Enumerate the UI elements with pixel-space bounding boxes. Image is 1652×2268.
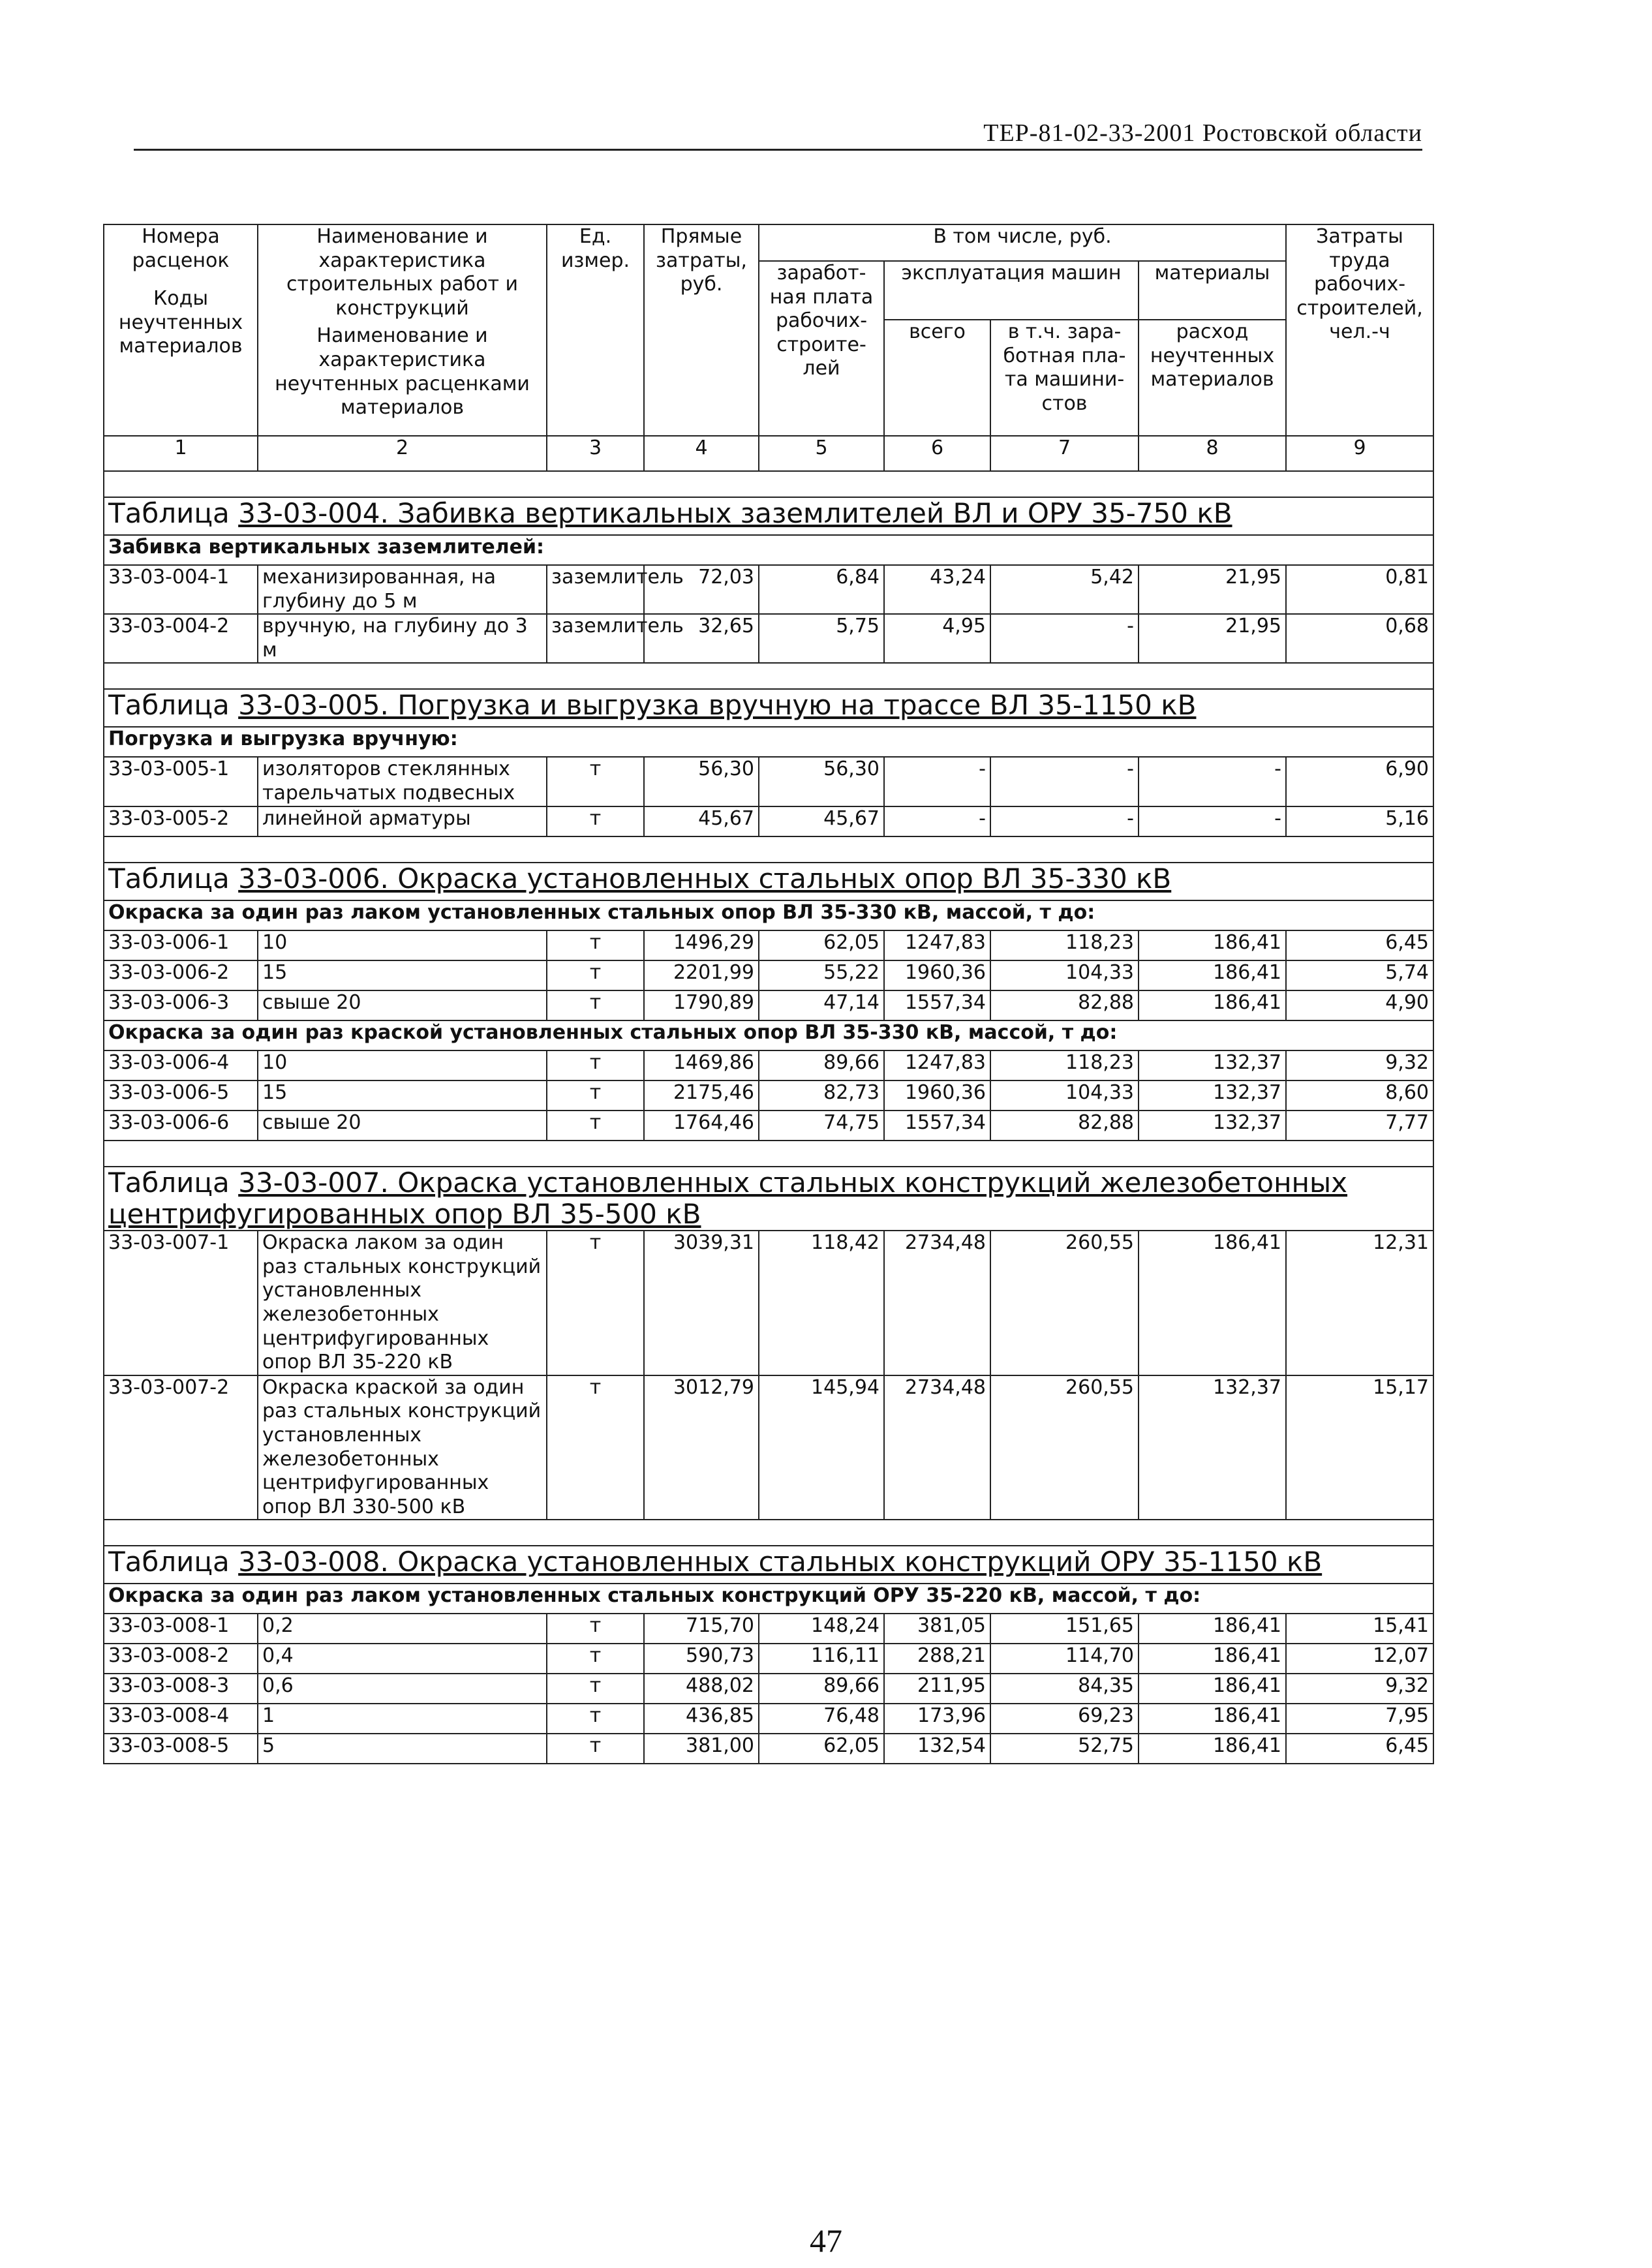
cell-machines: 43,24 [884, 565, 990, 614]
table-row [104, 1674, 1433, 1704]
cell-labor: 15,41 [1286, 1614, 1433, 1644]
cell-unit: т [547, 1644, 644, 1674]
cell-machines: - [884, 806, 990, 836]
cell-wages: 47,14 [759, 990, 884, 1020]
cell-machines: 1247,83 [884, 930, 990, 960]
cell-code: 33-03-004-2 [104, 614, 258, 663]
column-number: 4 [644, 436, 759, 471]
table-row [104, 614, 1433, 663]
cell-direct: 2175,46 [644, 1080, 759, 1111]
cell-name: 10 [258, 1050, 547, 1080]
table-row [104, 1111, 1433, 1141]
table-row [104, 565, 1433, 614]
column-number: 6 [884, 436, 990, 471]
table-body [104, 471, 1433, 1764]
col-header-5: заработ-ная плата рабочих-строите-лей [759, 261, 884, 436]
cell-materials: 21,95 [1139, 614, 1286, 663]
cell-wages: 89,66 [759, 1050, 884, 1080]
column-number: 2 [258, 436, 547, 471]
section-heading-row [104, 535, 1433, 565]
section-heading-row [104, 900, 1433, 930]
cell-code: 33-03-008-5 [104, 1734, 258, 1764]
cell-unit: заземлитель [547, 614, 644, 663]
col-header-2-top: Наименование и характеристика строительных работ и конструкций [286, 225, 519, 320]
cell-name: 0,2 [258, 1614, 547, 1644]
table-spacer [104, 663, 1433, 689]
col-header-machines: эксплуатация машин [884, 261, 1139, 320]
cell-code: 33-03-005-2 [104, 806, 258, 836]
cell-labor: 5,16 [1286, 806, 1433, 836]
table-row [104, 806, 1433, 836]
table-title-prefix: Таблица [108, 689, 239, 722]
cell-wages: 89,66 [759, 1674, 884, 1704]
cell-code: 33-03-004-1 [104, 565, 258, 614]
cell-machinist: 82,88 [990, 990, 1139, 1020]
table-title-prefix: Таблица [108, 497, 239, 529]
cell-machines: 1960,36 [884, 960, 990, 990]
cell-wages: 6,84 [759, 565, 884, 614]
cell-wages: 82,73 [759, 1080, 884, 1111]
table-title-text: 33-03-004. Забивка вертикальных заземлителей ВЛ и ОРУ 35-750 кВ [238, 497, 1232, 529]
cell-name: 10 [258, 930, 547, 960]
cell-machines: 1557,34 [884, 990, 990, 1020]
col-header-2-bottom: Наименование и характеристика неучтенных расценками материалов [275, 324, 530, 420]
cell-wages: 62,05 [759, 930, 884, 960]
cell-machinist: 114,70 [990, 1644, 1139, 1674]
cell-labor: 12,07 [1286, 1644, 1433, 1674]
col-header-2 [258, 224, 547, 436]
page-number: 47 [810, 2222, 842, 2259]
cell-machinist: 260,55 [990, 1231, 1139, 1375]
section-heading: Погрузка и выгрузка вручную: [104, 727, 1433, 757]
cell-unit: т [547, 1050, 644, 1080]
table-title [104, 1167, 1433, 1231]
cell-materials: 186,41 [1139, 990, 1286, 1020]
cell-wages: 56,30 [759, 757, 884, 806]
cell-name: свыше 20 [258, 990, 547, 1020]
cell-code: 33-03-007-1 [104, 1231, 258, 1375]
cell-unit: т [547, 1375, 644, 1520]
table-row [104, 1704, 1433, 1734]
cell-code: 33-03-008-2 [104, 1644, 258, 1674]
table-row [104, 960, 1433, 990]
cell-name: Окраска краской за один раз стальных конструкций установленных железобетонных центрифугированных опор ВЛ 330-500 кВ [258, 1375, 547, 1520]
table-spacer [104, 1141, 1433, 1167]
cell-labor: 6,90 [1286, 757, 1433, 806]
table-spacer [104, 836, 1433, 863]
section-heading-row [104, 727, 1433, 757]
cell-wages: 76,48 [759, 1704, 884, 1734]
cell-name: 0,4 [258, 1644, 547, 1674]
cell-name: линейной арматуры [258, 806, 547, 836]
table-spacer [104, 1520, 1433, 1546]
cell-direct: 2201,99 [644, 960, 759, 990]
cell-machines: 4,95 [884, 614, 990, 663]
cell-unit: т [547, 990, 644, 1020]
col-header-materials: материалы [1139, 261, 1286, 320]
cell-code: 33-03-005-1 [104, 757, 258, 806]
table-title [104, 497, 1433, 535]
cell-labor: 12,31 [1286, 1231, 1433, 1375]
column-numbers-row [104, 436, 1433, 471]
cell-materials: 186,41 [1139, 1614, 1286, 1644]
cell-unit: т [547, 1231, 644, 1375]
section-heading-row [104, 1584, 1433, 1614]
section-heading: Окраска за один раз лаком установленных стальных конструкций ОРУ 35-220 кВ, массой, т до: [104, 1584, 1433, 1614]
cell-direct: 1469,86 [644, 1050, 759, 1080]
cell-direct: 715,70 [644, 1614, 759, 1644]
cell-direct: 1790,89 [644, 990, 759, 1020]
table-row [104, 1644, 1433, 1674]
cell-materials: 132,37 [1139, 1080, 1286, 1111]
cell-labor: 6,45 [1286, 1734, 1433, 1764]
col-header-3: Ед. измер. [547, 224, 644, 436]
cell-name: Окраска лаком за один раз стальных конструкций установленных железобетонных центрифугированных опор ВЛ 35-220 кВ [258, 1231, 547, 1375]
col-header-7: в т.ч. зара-ботная пла-та машини-стов [990, 320, 1139, 436]
cell-materials: 132,37 [1139, 1050, 1286, 1080]
cell-unit: т [547, 1674, 644, 1704]
table-title-row [104, 1546, 1433, 1584]
cell-wages: 62,05 [759, 1734, 884, 1764]
cell-materials: - [1139, 757, 1286, 806]
cell-machinist: - [990, 757, 1139, 806]
cell-labor: 8,60 [1286, 1080, 1433, 1111]
table-title-row [104, 689, 1433, 727]
cell-machinist: - [990, 806, 1139, 836]
table-row [104, 1734, 1433, 1764]
cell-code: 33-03-008-4 [104, 1704, 258, 1734]
table-title [104, 863, 1433, 900]
cell-unit: т [547, 806, 644, 836]
cell-wages: 116,11 [759, 1644, 884, 1674]
table-row [104, 1080, 1433, 1111]
col-header-9: Затраты труда рабочих-строителей, чел.-ч [1286, 224, 1433, 436]
cell-unit: т [547, 1111, 644, 1141]
table-title-row [104, 497, 1433, 535]
cell-wages: 5,75 [759, 614, 884, 663]
cell-name: 0,6 [258, 1674, 547, 1704]
cell-unit: т [547, 1614, 644, 1644]
cell-name: механизированная, на глубину до 5 м [258, 565, 547, 614]
cell-wages: 145,94 [759, 1375, 884, 1520]
table-spacer [104, 471, 1433, 497]
cell-code: 33-03-006-4 [104, 1050, 258, 1080]
cell-wages: 45,67 [759, 806, 884, 836]
cell-materials: 186,41 [1139, 1231, 1286, 1375]
table-title-prefix: Таблица [108, 862, 239, 895]
cell-direct: 72,03 [644, 565, 759, 614]
table-row [104, 1614, 1433, 1644]
cell-labor: 15,17 [1286, 1375, 1433, 1520]
section-heading: Забивка вертикальных заземлителей: [104, 535, 1433, 565]
column-number: 9 [1286, 436, 1433, 471]
cell-direct: 1764,46 [644, 1111, 759, 1141]
cell-machinist: 5,42 [990, 565, 1139, 614]
cell-machinist: 104,33 [990, 1080, 1139, 1111]
cell-machinist: 118,23 [990, 1050, 1139, 1080]
cell-materials: 186,41 [1139, 1674, 1286, 1704]
table-title-text: 33-03-006. Окраска установленных стальных опор ВЛ 35-330 кВ [238, 862, 1172, 895]
cell-direct: 436,85 [644, 1704, 759, 1734]
column-number: 5 [759, 436, 884, 471]
table-title-prefix: Таблица [108, 1166, 239, 1199]
cell-materials: 186,41 [1139, 1704, 1286, 1734]
cell-unit: т [547, 1734, 644, 1764]
cell-materials: 186,41 [1139, 930, 1286, 960]
table-row [104, 1050, 1433, 1080]
cell-code: 33-03-006-2 [104, 960, 258, 990]
cell-direct: 45,67 [644, 806, 759, 836]
col-header-1-bottom: Коды неучтенных материалов [118, 287, 243, 358]
col-header-1 [104, 224, 258, 436]
cell-wages: 74,75 [759, 1111, 884, 1141]
cell-unit: т [547, 1080, 644, 1111]
document-code: ТЕР-81-02-33-2001 Ростовской области [983, 119, 1422, 147]
cell-machines: 1247,83 [884, 1050, 990, 1080]
cell-machines: 132,54 [884, 1734, 990, 1764]
cell-machinist: 151,65 [990, 1614, 1139, 1644]
section-heading: Окраска за один раз лаком установленных стальных опор ВЛ 35-330 кВ, массой, т до: [104, 900, 1433, 930]
cell-labor: 7,95 [1286, 1704, 1433, 1734]
cell-labor: 9,32 [1286, 1050, 1433, 1080]
cell-unit: заземлитель [547, 565, 644, 614]
cell-machinist: 52,75 [990, 1734, 1139, 1764]
table-title [104, 1546, 1433, 1584]
cell-unit: т [547, 960, 644, 990]
cell-wages: 55,22 [759, 960, 884, 990]
cell-code: 33-03-006-6 [104, 1111, 258, 1141]
table-title-text: 33-03-008. Окраска установленных стальных конструкций ОРУ 35-1150 кВ [238, 1546, 1323, 1578]
cell-machinist: 104,33 [990, 960, 1139, 990]
cell-machines: 381,05 [884, 1614, 990, 1644]
table-header [104, 224, 1433, 471]
column-number: 1 [104, 436, 258, 471]
col-header-6: всего [884, 320, 990, 436]
cell-unit: т [547, 1704, 644, 1734]
col-header-group: В том числе, руб. [759, 224, 1286, 261]
table-row [104, 757, 1433, 806]
cell-machines: 173,96 [884, 1704, 990, 1734]
col-header-8: расход неучтенных материалов [1139, 320, 1286, 436]
cell-direct: 56,30 [644, 757, 759, 806]
cell-machines: - [884, 757, 990, 806]
cell-labor: 4,90 [1286, 990, 1433, 1020]
cell-machines: 2734,48 [884, 1231, 990, 1375]
cell-unit: т [547, 757, 644, 806]
cell-machinist: 260,55 [990, 1375, 1139, 1520]
cell-machines: 288,21 [884, 1644, 990, 1674]
cell-code: 33-03-008-1 [104, 1614, 258, 1644]
cell-direct: 3039,31 [644, 1231, 759, 1375]
cell-unit: т [547, 930, 644, 960]
cell-name: 15 [258, 960, 547, 990]
cell-machines: 1960,36 [884, 1080, 990, 1111]
table-title-text: 33-03-005. Погрузка и выгрузка вручную на трассе ВЛ 35-1150 кВ [238, 689, 1197, 722]
cell-code: 33-03-008-3 [104, 1674, 258, 1704]
cell-machines: 1557,34 [884, 1111, 990, 1141]
cell-direct: 3012,79 [644, 1375, 759, 1520]
table-title-row [104, 1167, 1433, 1231]
cell-materials: 186,41 [1139, 1644, 1286, 1674]
cell-machinist: - [990, 614, 1139, 663]
cell-direct: 1496,29 [644, 930, 759, 960]
cell-name: 1 [258, 1704, 547, 1734]
cell-name: 5 [258, 1734, 547, 1764]
cell-materials: 132,37 [1139, 1111, 1286, 1141]
cell-code: 33-03-006-3 [104, 990, 258, 1020]
cell-code: 33-03-006-5 [104, 1080, 258, 1111]
table-title-text: 33-03-007. Окраска установленных стальных конструкций железобетонных центрифугированных опор ВЛ 35-500 кВ [108, 1166, 1348, 1230]
cell-machines: 2734,48 [884, 1375, 990, 1520]
cell-code: 33-03-006-1 [104, 930, 258, 960]
cell-machinist: 84,35 [990, 1674, 1139, 1704]
table-row [104, 1375, 1433, 1520]
price-table [103, 224, 1434, 1764]
column-number: 8 [1139, 436, 1286, 471]
cell-materials: - [1139, 806, 1286, 836]
table-title [104, 689, 1433, 727]
table-title-prefix: Таблица [108, 1546, 239, 1578]
column-number: 3 [547, 436, 644, 471]
cell-machines: 211,95 [884, 1674, 990, 1704]
section-heading: Окраска за один раз краской установленных стальных опор ВЛ 35-330 кВ, массой, т до: [104, 1020, 1433, 1050]
page-header [134, 116, 1422, 151]
cell-machinist: 82,88 [990, 1111, 1139, 1141]
cell-direct: 590,73 [644, 1644, 759, 1674]
cell-wages: 148,24 [759, 1614, 884, 1644]
cell-materials: 186,41 [1139, 960, 1286, 990]
col-header-4: Прямые затраты, руб. [644, 224, 759, 436]
cell-labor: 6,45 [1286, 930, 1433, 960]
cell-labor: 0,68 [1286, 614, 1433, 663]
cell-materials: 21,95 [1139, 565, 1286, 614]
table-title-row [104, 863, 1433, 900]
cell-labor: 7,77 [1286, 1111, 1433, 1141]
cell-direct: 32,65 [644, 614, 759, 663]
cell-name: 15 [258, 1080, 547, 1111]
table-row [104, 990, 1433, 1020]
cell-name: вручную, на глубину до 3 м [258, 614, 547, 663]
cell-wages: 118,42 [759, 1231, 884, 1375]
section-heading-row [104, 1020, 1433, 1050]
cell-name: изоляторов стеклянных тарельчатых подвесных [258, 757, 547, 806]
cell-machinist: 118,23 [990, 930, 1139, 960]
cell-machinist: 69,23 [990, 1704, 1139, 1734]
cell-labor: 0,81 [1286, 565, 1433, 614]
col-header-1-top: Номера расценок [132, 225, 230, 272]
column-number: 7 [990, 436, 1139, 471]
cell-direct: 381,00 [644, 1734, 759, 1764]
cell-materials: 132,37 [1139, 1375, 1286, 1520]
cell-direct: 488,02 [644, 1674, 759, 1704]
table-row [104, 1231, 1433, 1375]
cell-materials: 186,41 [1139, 1734, 1286, 1764]
cell-labor: 9,32 [1286, 1674, 1433, 1704]
table-row [104, 930, 1433, 960]
cell-code: 33-03-007-2 [104, 1375, 258, 1520]
cell-labor: 5,74 [1286, 960, 1433, 990]
cell-name: свыше 20 [258, 1111, 547, 1141]
